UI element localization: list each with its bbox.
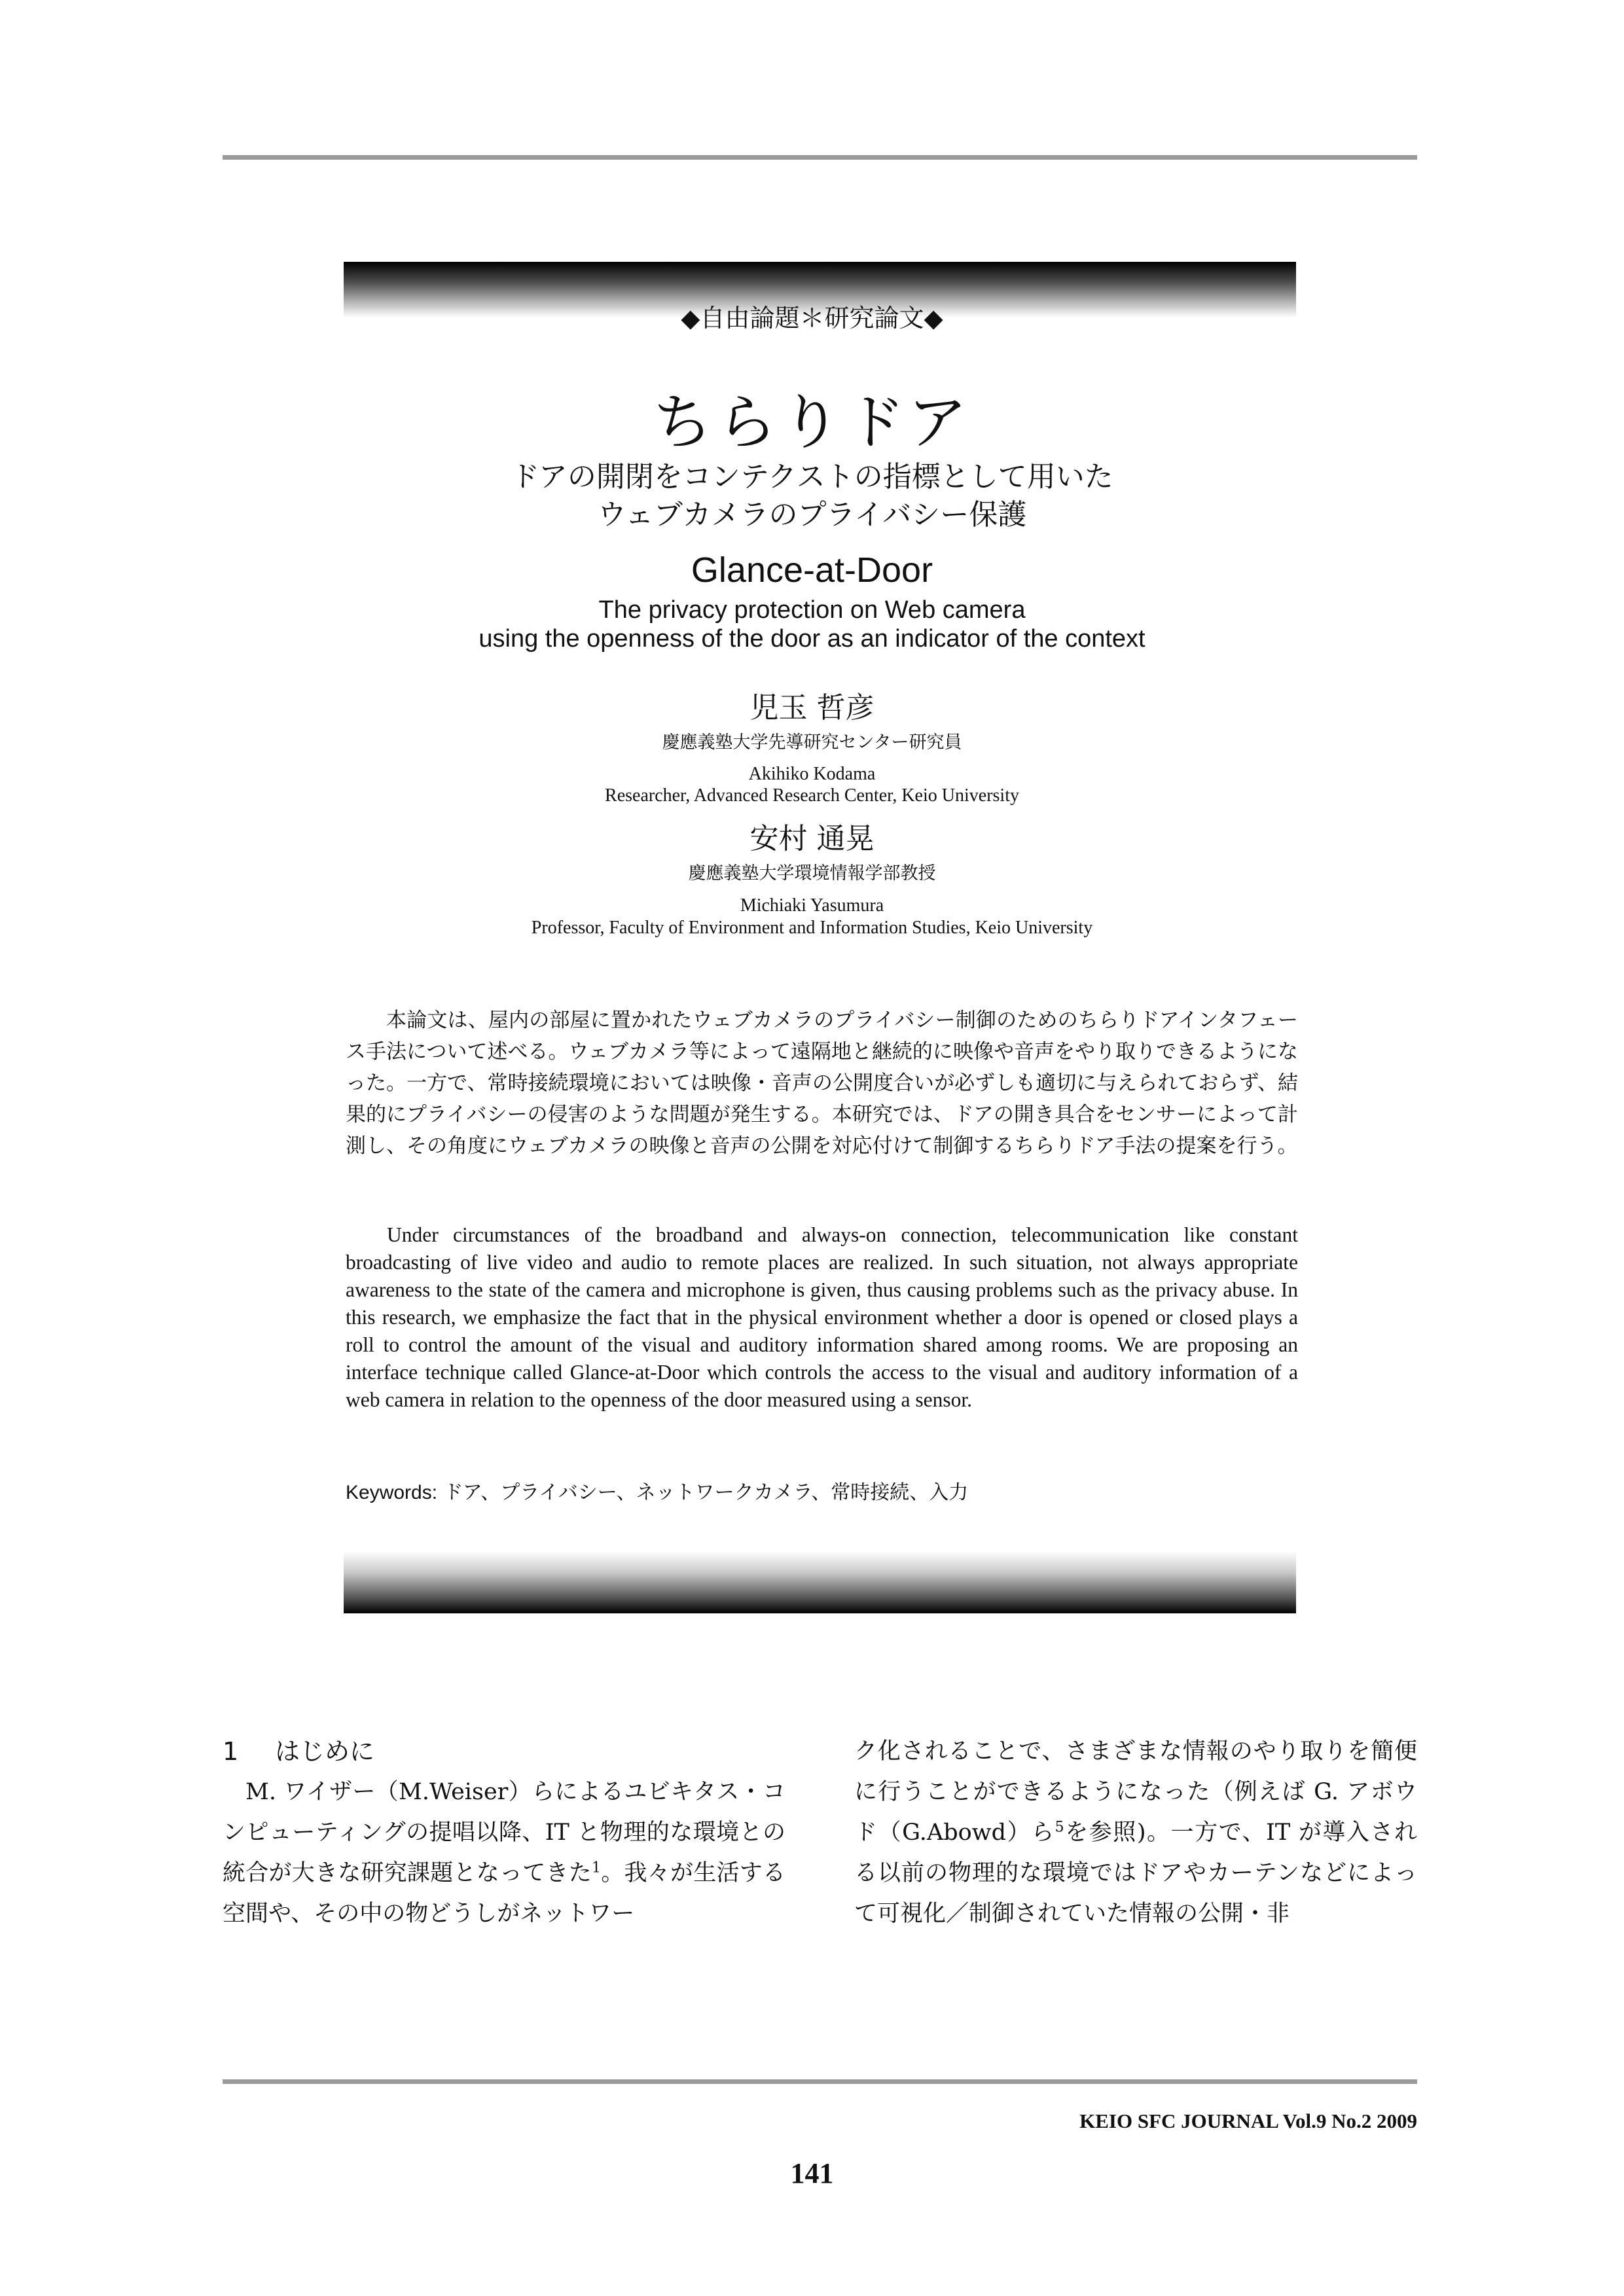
author-2-affiliation-en: Professor, Faculty of Environment and Information Studies, Keio University	[531, 918, 1093, 938]
author-1-affiliation-ja: 慶應義塾大学先導研究センター研究員	[662, 732, 962, 753]
keywords-label: Keywords:	[346, 1482, 438, 1503]
subtitle-japanese-line2: ウェブカメラのプライバシー保護	[597, 498, 1027, 531]
section-number: 1	[223, 1737, 239, 1766]
author-1-name-ja: 児玉 哲彦	[749, 691, 875, 725]
title-english: Glance-at-Door	[691, 550, 933, 590]
body-column-left	[223, 1731, 785, 1934]
top-rule	[223, 155, 1417, 160]
author-2-name-ja: 安村 通晃	[749, 822, 875, 855]
body-text: ク化されることで、さまざまな情報のやり取りを簡便に行うことができるようになった（例えば G. アボウド（G.Abowd）ら	[854, 1738, 1417, 1846]
bottom-rule	[223, 2079, 1417, 2084]
subtitle-japanese	[0, 458, 1624, 534]
abstract-english: Under circumstances of the broadband and always-on connection, telecommunication like constant broadcasting of live video and audio to remote places are realized. In such situation, not always appropriate awareness to the state of the camera and microphone is given, thus causing problems such as the privacy abuse. In this research, we emphasize the fact that in the physical environment whether a door is opened or closed plays a roll to control the amount of the visual and auditory information shared among rooms. We are proposing an interface technique called Glance-at-Door which controls the access to the visual and auditory information of a web camera in relation to the openness of the door measured using a sensor.	[346, 1223, 1298, 1411]
section-heading	[223, 1731, 785, 1772]
footer-gradient-band	[344, 1551, 1296, 1613]
reference-marker: 5	[1055, 1819, 1064, 1836]
subtitle-english-line1: The privacy protection on Web camera	[598, 596, 1026, 624]
author-2-name-en: Michiaki Yasumura	[740, 895, 884, 916]
section-title: はじめに	[275, 1737, 375, 1766]
subtitle-english	[0, 596, 1624, 653]
section-1-paragraph-right	[854, 1731, 1417, 1934]
author-1-name-en: Akihiko Kodama	[748, 764, 876, 784]
page-number: 141	[790, 2157, 834, 2189]
author-2-affiliation-ja: 慶應義塾大学環境情報学部教授	[688, 863, 936, 884]
title-japanese: ちらりドア	[652, 387, 972, 457]
journal-citation: KEIO SFC JOURNAL Vol.9 No.2 2009	[1079, 2109, 1417, 2132]
keywords-value: ドア、プライバシー、ネットワークカメラ、常時接続、入力	[443, 1481, 969, 1504]
subtitle-english-line2: using the openness of the door as an indicator of the context	[478, 625, 1146, 653]
abstract-japanese: 本論文は、屋内の部屋に置かれたウェブカメラのプライバシー制御のためのちらりドアインタフェース手法について述べる。ウェブカメラ等によって遠隔地と継続的に映像や音声をやり取りできるようになった。一方で、常時接続環境においては映像・音声の公開度合いが必ずしも適切に与えられておらず、結果的にプライバシーの侵害のような問題が発生する。本研究では、ドアの開き具合をセンサーによって計測し、その角度にウェブカメラの映像と音声の公開を対応付けて制御するちらりドア手法の提案を行う。	[346, 1009, 1298, 1158]
body-column-right	[854, 1731, 1417, 1934]
body-text: を参照)。一方で、IT が導入される以前の物理的な環境ではドアやカーテンなどによって可視化／制御されていた情報の公開・非	[854, 1820, 1417, 1927]
keywords	[346, 1476, 968, 1505]
subtitle-japanese-line1: ドアの開閉をコンテクストの指標として用いた	[511, 460, 1113, 493]
reference-marker: 1	[591, 1859, 601, 1876]
article-category: ◆自由論題＊研究論文◆	[681, 304, 943, 332]
author-1-affiliation-en: Researcher, Advanced Research Center, Keio University	[605, 785, 1019, 806]
body-text: M. ワイザー（M.Weiser）らによるユビキタス・コンピューティングの提唱以降、IT と物理的な環境との統合が大きな研究課題となってきた	[223, 1779, 785, 1886]
body-text: 。我々が生活する空間や、その中の物どうしがネットワー	[223, 1860, 785, 1927]
section-1-paragraph-left	[223, 1772, 785, 1934]
